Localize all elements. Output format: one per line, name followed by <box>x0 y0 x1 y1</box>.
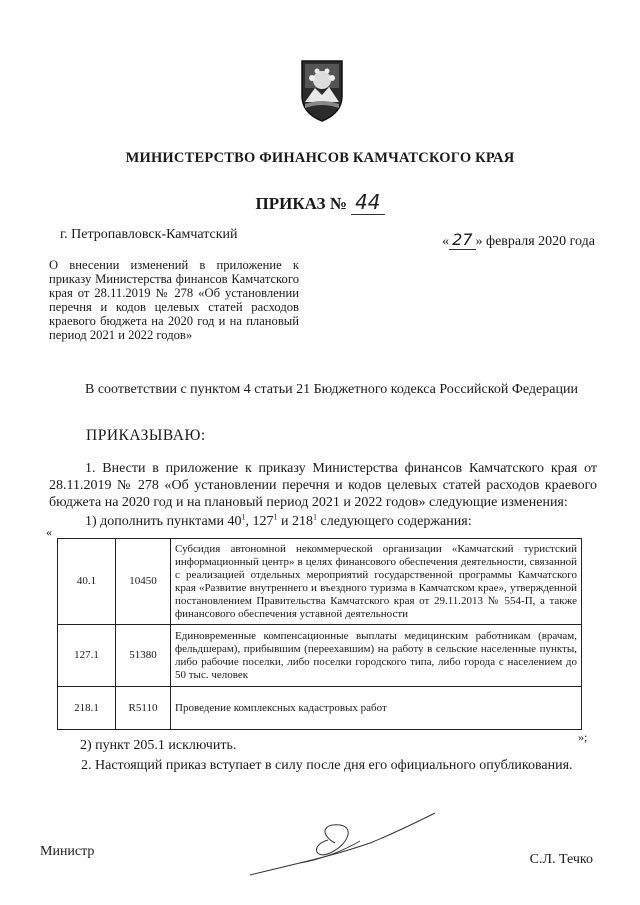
sub-item-1-text-d: следующего содержания: <box>317 514 472 529</box>
order-date <box>442 230 595 250</box>
sub-item-1 <box>85 514 472 530</box>
order-title <box>0 190 640 214</box>
superscript: 1 <box>241 512 246 522</box>
row-number: 218.1 <box>58 687 116 730</box>
order-word: ПРИКАЗЫВАЮ: <box>86 427 206 444</box>
sub-item-1-text-b: , 127 <box>245 514 274 529</box>
quote-close: »; <box>578 730 588 744</box>
superscript: 1 <box>313 512 318 522</box>
table-row <box>58 687 582 730</box>
item-2: 2. Настоящий приказ вступает в силу после дня его официального опубликования. <box>81 758 573 773</box>
date-quote: « <box>442 234 450 249</box>
row-number: 127.1 <box>58 625 116 687</box>
codes-table <box>57 538 582 730</box>
row-description: Проведение комплексных кадастровых работ <box>171 687 582 730</box>
order-subject: О внесении изменений в приложение к приказу Министерства финансов Камчатского края от 28.11.2019 № 278 «Об установлении перечня и кодов целевых статей расходов краевого бюджета на 2020 год и на плановый период 2021 и 2022 годов» <box>49 258 299 342</box>
row-code: 10450 <box>116 539 171 625</box>
legal-basis: В соответствии с пунктом 4 статьи 21 Бюджетного кодекса Российской Федерации <box>85 382 578 397</box>
item-1: 1. Внести в приложение к приказу Министерства финансов Камчатского края от 28.11.2019 № 278 «Об установлении перечня и кодов целевых статей расходов краевого бюджета на 2020 год и на плановый период 2021 и 2022 годов» следующие изменения: <box>49 461 597 510</box>
kamchatka-coat-of-arms <box>297 58 347 122</box>
row-code: 51380 <box>116 625 171 687</box>
order-label: ПРИКАЗ № <box>255 194 347 213</box>
sub-item-1-text-a: 1) дополнить пунктами 40 <box>85 514 242 529</box>
row-description: Субсидия автономной некоммерческой организации «Камчатский туристский информационный центр» в целях финансового обеспечения деятельности, связанной с реализацией отдельных мероприятий государственной программы Камчатского края «Развитие внутреннего и въездного туризма в Камчатском крае», утвержденной постановлением Правительства Камчатского края от 29.11.2013 № 554-П, а также финансового обеспечения уставной деятельности <box>171 539 582 625</box>
table-row <box>58 539 582 625</box>
row-number: 40.1 <box>58 539 116 625</box>
row-code: R5110 <box>116 687 171 730</box>
row-description: Единовременные компенсационные выплаты медицинским работникам (врачам, фельдшерам), прибывшим (переехавшим) на работу в сельские населенные пункты, либо рабочие поселки, либо поселки городского типа, либо города с населением до 50 тыс. человек <box>171 625 582 687</box>
superscript: 1 <box>273 512 278 522</box>
date-rest: » февраля 2020 года <box>475 234 595 249</box>
ministry-title: МИНИСТЕРСТВО ФИНАНСОВ КАМЧАТСКОГО КРАЯ <box>125 150 515 166</box>
handwritten-signature <box>240 805 440 885</box>
order-number: 44 <box>351 190 384 215</box>
table-row <box>58 625 582 687</box>
sub-item-2: 2) пункт 205.1 исключить. <box>80 738 237 753</box>
city: г. Петропавловск-Камчатский <box>60 227 238 242</box>
signer-position: Министр <box>40 844 95 859</box>
sub-item-1-text-c: и 218 <box>277 514 314 529</box>
quote-open: « <box>46 525 52 539</box>
signer-name: С.Л. Течко <box>529 852 593 867</box>
date-day: 27 <box>449 230 475 250</box>
